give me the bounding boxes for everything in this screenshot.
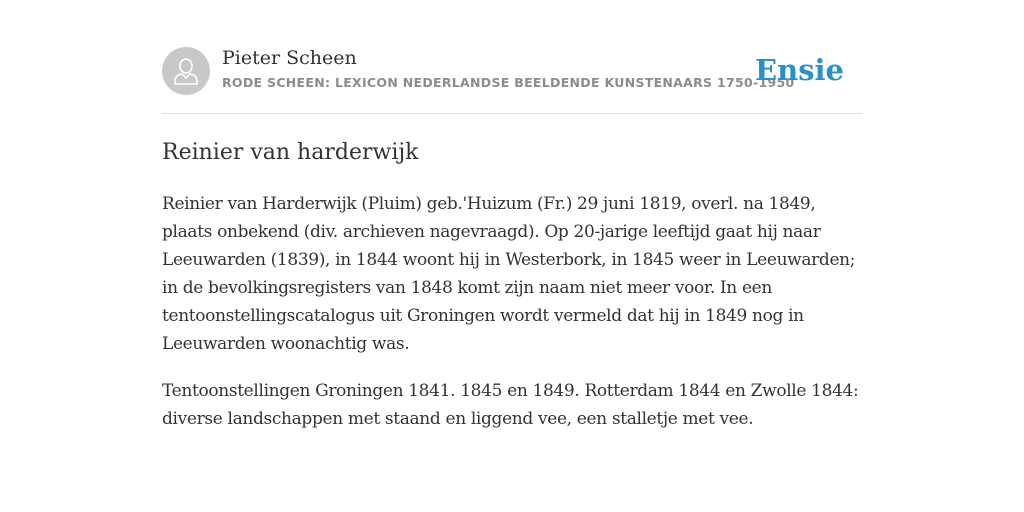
article-paragraph: Tentoonstellingen Groningen 1841. 1845 en 1849. Rotterdam 1844 en Zwolle 1844: diverse landschappen met staand en liggend vee, een stalletje met vee.: [162, 381, 859, 429]
ensie-logo[interactable]: Ensie: [755, 53, 844, 87]
author-name[interactable]: Pieter Scheen: [222, 47, 357, 69]
article-title: Reinier van harderwijk: [162, 140, 419, 165]
article-body: [162, 190, 864, 452]
source-title[interactable]: RODE SCHEEN: LEXICON NEDERLANDSE BEELDENDE KUNSTENAARS 1750-1950: [222, 75, 795, 90]
divider: [162, 113, 862, 114]
user-silhouette-icon: [173, 57, 199, 85]
article-paragraph: Reinier van Harderwijk (Pluim) geb.'Huizum (Fr.) 29 juni 1819, overl. na 1849, plaats onbekend (div. archieven nagevraagd). Op 20-jarige leeftijd gaat hij naar Leeuwarden (1839), in 1844 woont hij in Westerbork, in 1845 weer in Leeuwarden; in de bevolkingsregisters van 1848 komt zijn naam niet meer voor. In een tentoonstellingscatalogus uit Groningen wordt vermeld dat hij in 1849 nog in Leeuwarden woonachtig was.: [162, 194, 856, 354]
header: [162, 46, 862, 96]
avatar[interactable]: [162, 47, 210, 95]
